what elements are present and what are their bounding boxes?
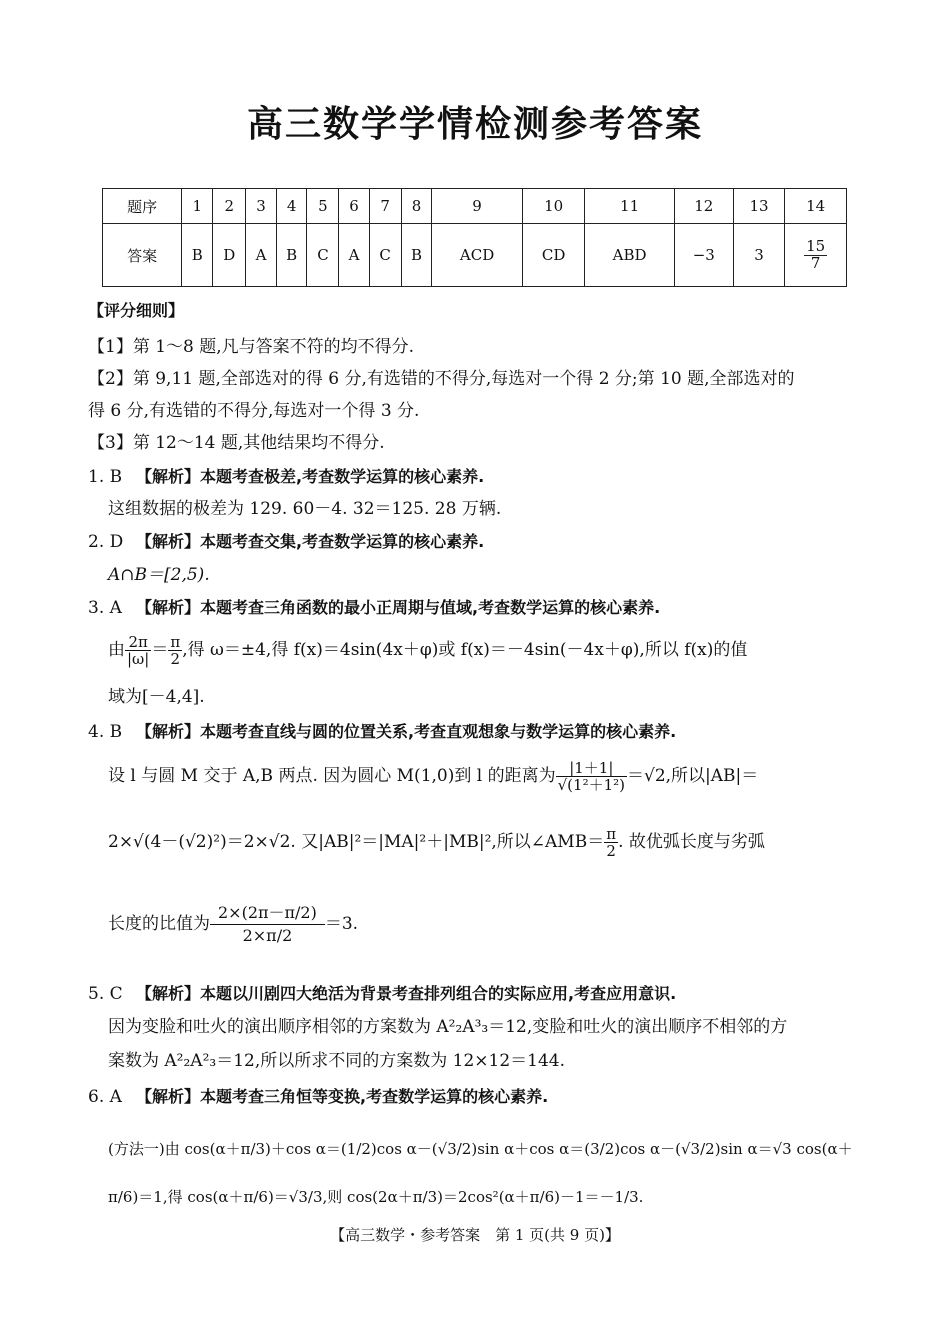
page-footer: 【高三数学・参考答案 第 1 页(共 9 页)】: [330, 1226, 620, 1244]
table-number-cell: 11: [585, 189, 674, 224]
table-number-cell: 12: [674, 189, 733, 224]
table-answer-cell: ACD: [432, 224, 522, 287]
table-answer-cell: 3: [733, 224, 784, 287]
text-segment: 由: [108, 640, 125, 660]
table-answer-cell: ABD: [585, 224, 674, 287]
fraction-denominator: 2×π/2: [242, 926, 293, 945]
fraction-numerator: 2π: [125, 634, 151, 652]
math-fraction: [210, 902, 325, 946]
table-number-cell: 1: [182, 189, 213, 224]
fraction-denominator: 2: [170, 650, 181, 668]
table-number-cell: 6: [339, 189, 369, 224]
grading-rule-2-line-1: 【2】第 9,11 题,全部选对的得 6 分,有选错的不得分,每选对一个得 2 分;第 10 题,全部选对的: [88, 369, 795, 389]
question-1-body: 这组数据的极差为 129. 60－4. 32＝125. 28 万辆.: [108, 499, 502, 519]
table-answer-cell-fraction: [785, 224, 847, 287]
grading-rule-2-line-2: 得 6 分,有选错的不得分,每选对一个得 3 分.: [88, 401, 420, 421]
table-number-cell: 8: [401, 189, 432, 224]
table-number-cell: 14: [785, 189, 847, 224]
table-number-cell: 7: [369, 189, 401, 224]
analysis-title: 【解析】本题考查三角函数的最小正周期与值域,考查数学运算的核心素养.: [136, 598, 661, 617]
question-5-body-line-1: 因为变脸和吐火的演出顺序相邻的方案数为 A²₂A³₃＝12,变脸和吐火的演出顺序不相邻的方: [108, 1017, 788, 1037]
table-answer-cell: D: [213, 224, 246, 287]
fraction-numerator: π: [606, 824, 617, 843]
math-fraction: [604, 826, 618, 860]
answer-table: [102, 188, 847, 287]
text-segment: ＝3.: [324, 914, 359, 934]
table-number-cell: 3: [246, 189, 276, 224]
question-number: 3. A: [88, 598, 122, 618]
analysis-title: 【解析】本题考查三角恒等变换,考查数学运算的核心素养.: [136, 1087, 549, 1106]
question-2-heading: [88, 531, 864, 553]
question-number: 5. C: [88, 984, 123, 1004]
question-4-heading: [88, 721, 864, 743]
question-3-heading: [88, 597, 864, 619]
text-segment: ＝√2,所以|AB|＝: [627, 766, 759, 786]
question-3-body-line-1: [108, 630, 864, 670]
table-header-label: 题序: [103, 189, 182, 224]
table-number-cell: 10: [522, 189, 585, 224]
table-answer-cell: −3: [674, 224, 733, 287]
text-segment: . 故优弧长度与劣弧: [618, 832, 765, 852]
table-answer-cell: C: [369, 224, 401, 287]
math-fraction: [168, 634, 182, 668]
math-fraction: [556, 760, 627, 794]
table-answer-cell: B: [276, 224, 307, 287]
text-segment: 设 l 与圆 M 交于 A,B 两点. 因为圆心 M(1,0)到 l 的距离为: [108, 766, 556, 786]
question-5-heading: [88, 983, 864, 1005]
grading-rule-3: 【3】第 12～14 题,其他结果均不得分.: [88, 433, 385, 453]
table-answer-cell: B: [401, 224, 432, 287]
table-number-cell: 5: [307, 189, 339, 224]
fraction-denominator: 7: [810, 253, 821, 272]
question-5-body-line-2: 案数为 A²₂A²₃＝12,所以所求不同的方案数为 12×12＝144.: [108, 1051, 566, 1071]
answer-table-answer-row: [103, 224, 847, 287]
analysis-title: 【解析】本题考查直线与圆的位置关系,考查直观想象与数学运算的核心素养.: [136, 722, 677, 741]
fraction-numerator: π: [170, 632, 181, 651]
fraction-numerator: |1＋1|: [556, 760, 627, 778]
text-segment: 长度的比值为: [108, 914, 210, 934]
grading-rule-1: 【1】第 1～8 题,凡与答案不符的均不得分.: [88, 337, 415, 357]
question-number: 2. D: [88, 532, 124, 552]
answer-table-header-row: [103, 189, 847, 224]
question-2-body: A∩B＝[2,5).: [108, 565, 210, 585]
fraction-denominator: √(1²＋1²): [557, 776, 625, 794]
analysis-title: 【解析】本题考查交集,考查数学运算的核心素养.: [136, 532, 485, 551]
math-fraction: [125, 634, 151, 668]
question-number: 6. A: [88, 1087, 122, 1107]
question-4-body-line-3: [108, 896, 864, 952]
question-3-body-line-2: 域为[－4,4].: [108, 687, 205, 707]
table-number-cell: 4: [276, 189, 307, 224]
question-6-body-line-2: π/6)＝1,得 cos(α＋π/6)＝√3/3,则 cos(2α＋π/3)＝2cos²(α＋π/6)－1＝－1/3.: [108, 1188, 644, 1206]
question-6-heading: [88, 1086, 864, 1108]
table-answer-cell: A: [246, 224, 276, 287]
fraction-numerator: 2×(2π－π/2): [210, 902, 325, 925]
question-6-body-line-1: (方法一)由 cos(α＋π/3)＋cos α＝(1/2)cos α－(√3/2)sin α＋cos α＝(3/2)cos α－(√3/2)sin α＝√3 cos(α＋: [108, 1140, 853, 1158]
answer-fraction: [804, 236, 827, 272]
table-answer-label: 答案: [103, 224, 182, 287]
grading-heading: 【评分细则】: [88, 301, 185, 320]
table-answer-cell: B: [182, 224, 213, 287]
question-number: 1. B: [88, 467, 123, 487]
analysis-title: 【解析】本题以川剧四大绝活为背景考查排列组合的实际应用,考查应用意识.: [136, 984, 677, 1003]
page-title: 高三数学学情检测参考答案: [246, 104, 703, 145]
table-answer-cell: C: [307, 224, 339, 287]
question-number: 4. B: [88, 722, 123, 742]
table-answer-cell: A: [339, 224, 369, 287]
table-number-cell: 9: [432, 189, 522, 224]
fraction-denominator: 2: [606, 842, 616, 860]
question-4-body-line-2: [108, 820, 864, 864]
fraction-denominator: |ω|: [127, 650, 150, 668]
text-segment: ,得 ω＝±4,得 f(x)＝4sin(4x＋φ)或 f(x)＝－4sin(－4x＋φ),所以 f(x)的值: [182, 640, 748, 660]
table-number-cell: 2: [213, 189, 246, 224]
table-answer-cell: CD: [522, 224, 585, 287]
text-segment: ＝: [151, 640, 169, 660]
text-segment: 2×√(4－(√2)²)＝2×√2. 又|AB|²＝|MA|²＋|MB|²,所以∠AMB＝: [108, 832, 605, 852]
fraction-numerator: 15: [806, 236, 826, 255]
table-number-cell: 13: [733, 189, 784, 224]
analysis-title: 【解析】本题考查极差,考查数学运算的核心素养.: [136, 467, 485, 486]
question-4-body-line-1: [108, 754, 864, 798]
question-1-heading: [88, 466, 864, 488]
